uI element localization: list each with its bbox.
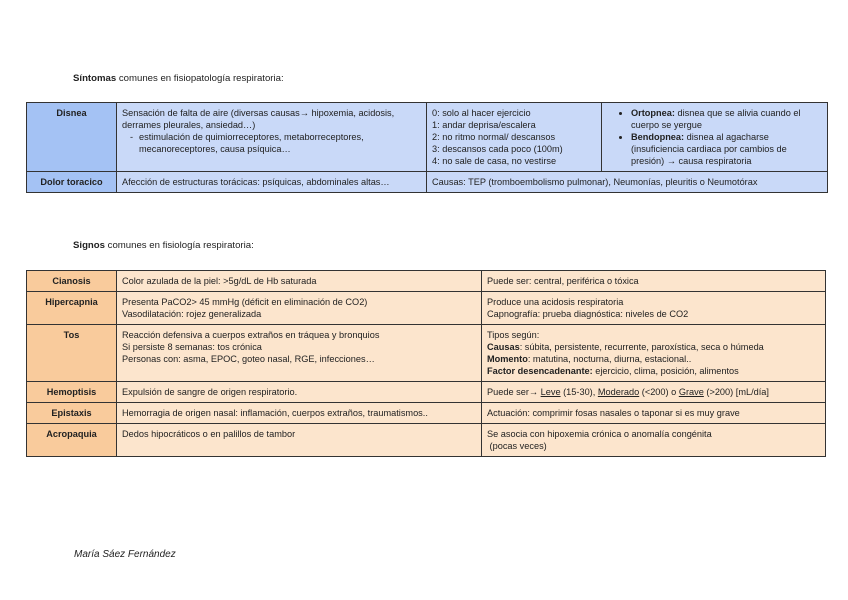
- epistaxis-description: Hemorragia de origen nasal: inflamación, cuerpos extraños, traumatismos..: [117, 403, 482, 424]
- disnea-types: [602, 103, 828, 172]
- disnea-grades: 0: solo al hacer ejercicio 1: andar deprisa/escalera 2: no ritmo normal/ descansos 3: descansos cada poco (100m) 4: no sale de casa, no vestirse: [427, 103, 602, 172]
- hipercapnia-description: Presenta PaCO2> 45 mmHg (déficit en eliminación de CO2) Vasodilatación: rojez generalizada: [117, 292, 482, 325]
- table-row: [27, 382, 826, 403]
- row-label-cianosis: Cianosis: [27, 271, 117, 292]
- tos-description: Reacción defensiva a cuerpos extraños en tráquea y bronquios Si persiste 8 semanas: tos crónica Personas con: asma, EPOC, goteo nasal, RGE, infecciones…: [117, 325, 482, 382]
- table-row: [27, 424, 826, 457]
- cianosis-description: Color azulada de la piel: >5g/dL de Hb saturada: [117, 271, 482, 292]
- list-item: • Bendopnea: disnea al agacharse (insuficiencia cardiaca por cambios de presión) → causa respiratoria: [631, 131, 822, 167]
- table-row: [27, 172, 828, 193]
- tos-extra: Tipos según: Causas: súbita, persistente, recurrente, paroxística, seca o húmeda Momento: matutina, nocturna, diurna, estacional.. Factor desencadenante: ejercicio, clima, posición, alimentos: [482, 325, 826, 382]
- list-item: • Ortopnea: disnea que se alivia cuando el cuerpo se yergue: [631, 107, 822, 131]
- epistaxis-extra: Actuación: comprimir fosas nasales o taponar si es muy grave: [482, 403, 826, 424]
- row-label-disnea: Disnea: [27, 103, 117, 172]
- hemoptisis-description: Expulsión de sangre de origen respiratorio.: [117, 382, 482, 403]
- hipercapnia-extra: Produce una acidosis respiratoria Capnografía: prueba diagnóstica: niveles de CO2: [482, 292, 826, 325]
- acropaquia-description: Dedos hipocráticos o en palillos de tambor: [117, 424, 482, 457]
- table-row: [27, 103, 828, 172]
- row-label-dolor-toracico: Dolor toracico: [27, 172, 117, 193]
- signos-heading: Signos comunes en fisiología respiratoria:: [73, 240, 254, 251]
- sintomas-table: [26, 102, 828, 193]
- hemoptisis-extra: Puede ser→ Leve (15-30), Moderado (<200) o Grave (>200) [mL/día]: [482, 382, 826, 403]
- disnea-description: Sensación de falta de aire (diversas causas→ hipoxemia, acidosis, derrames pleurales, ansiedad…) - estimulación de quimiorreceptores, metaborreceptores, mecanoreceptores, causa psíquica…: [117, 103, 427, 172]
- acropaquia-extra: Se asocia con hipoxemia crónica o anomalía congénita (pocas veces): [482, 424, 826, 457]
- author-name: María Sáez Fernández: [74, 549, 176, 560]
- signos-table: [26, 270, 826, 457]
- dolor-description: Afección de estructuras torácicas: psíquicas, abdominales altas…: [117, 172, 427, 193]
- sintomas-heading: Síntomas comunes en fisiopatología respiratoria:: [73, 73, 284, 84]
- row-label-hemoptisis: Hemoptisis: [27, 382, 117, 403]
- row-label-hipercapnia: Hipercapnia: [27, 292, 117, 325]
- table-row: [27, 271, 826, 292]
- row-label-epistaxis: Epistaxis: [27, 403, 117, 424]
- table-row: [27, 292, 826, 325]
- row-label-tos: Tos: [27, 325, 117, 382]
- dolor-causes: Causas: TEP (tromboembolismo pulmonar), Neumonías, pleuritis o Neumotórax: [427, 172, 828, 193]
- row-label-acropaquia: Acropaquia: [27, 424, 117, 457]
- table-row: [27, 403, 826, 424]
- table-row: [27, 325, 826, 382]
- cianosis-extra: Puede ser: central, periférica o tóxica: [482, 271, 826, 292]
